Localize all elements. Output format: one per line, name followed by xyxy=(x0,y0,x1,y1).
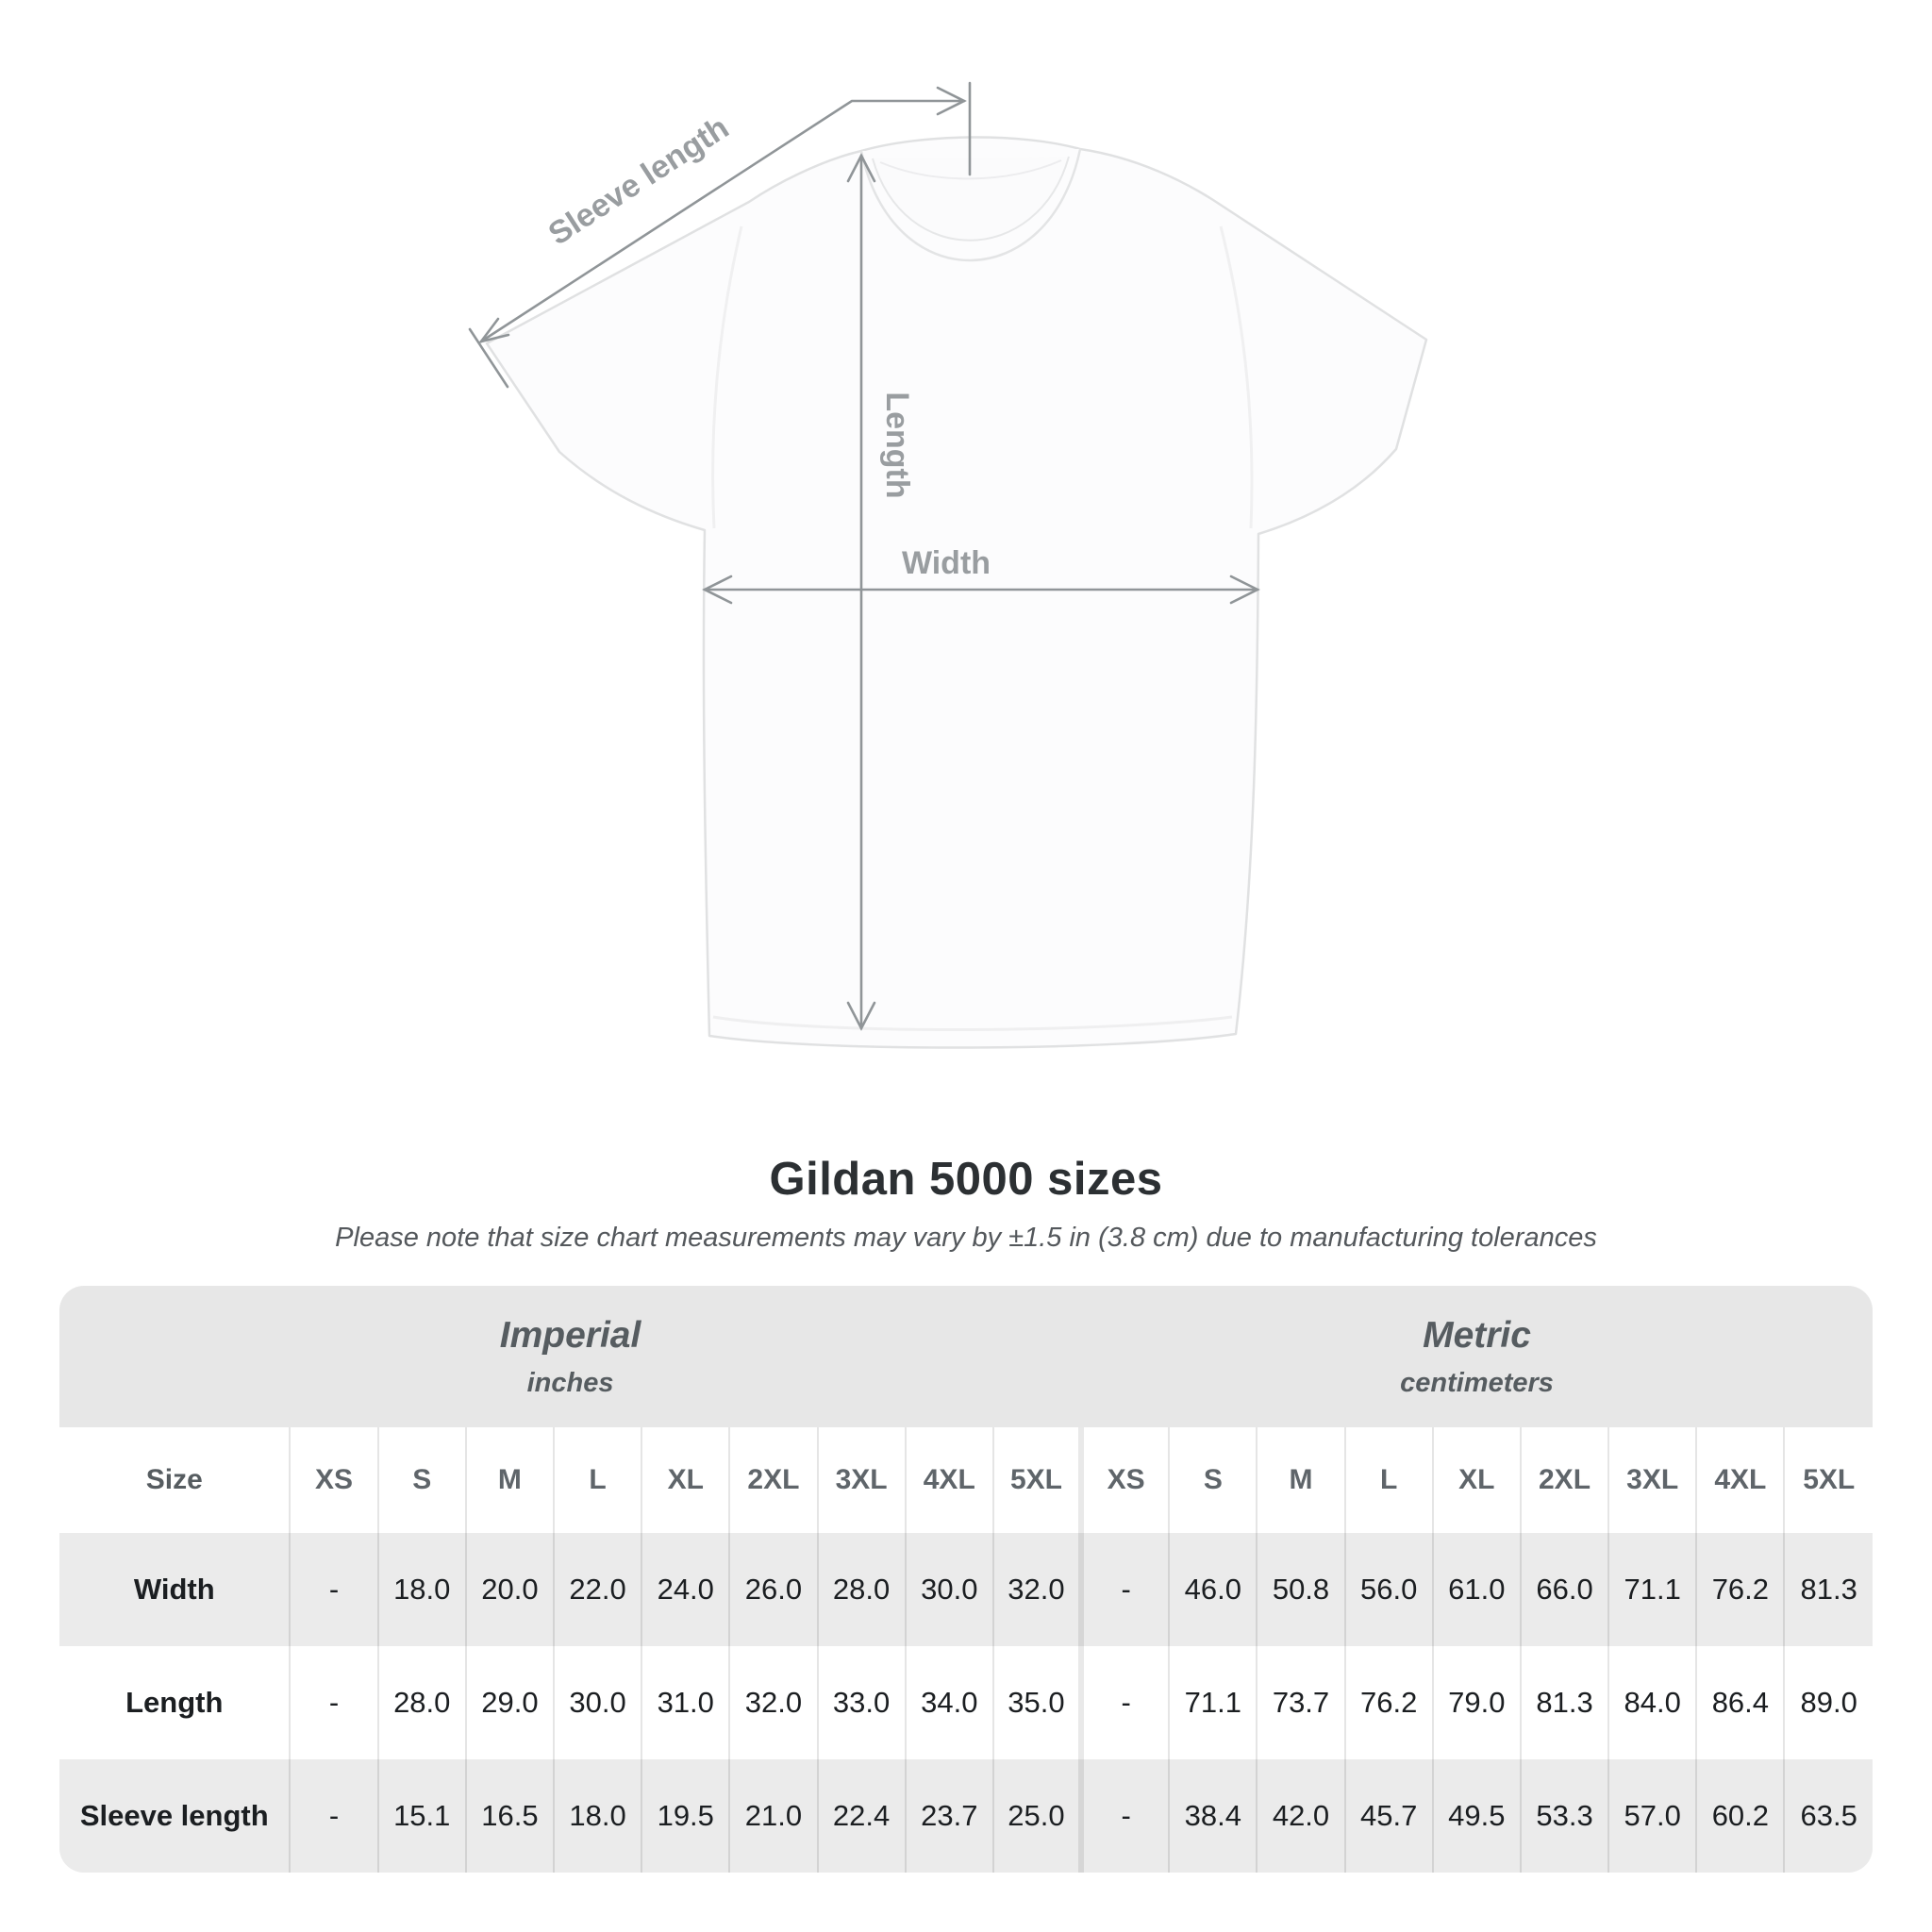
size-cell: XL xyxy=(641,1427,729,1533)
value-cell: 20.0 xyxy=(466,1533,554,1646)
imperial-group-header xyxy=(59,1286,1081,1427)
value-cell: 23.7 xyxy=(906,1759,993,1873)
value-cell: 45.7 xyxy=(1345,1759,1433,1873)
metric-group-header xyxy=(1081,1286,1873,1427)
value-cell: 38.4 xyxy=(1169,1759,1257,1873)
row-label: Sleeve length xyxy=(59,1759,290,1873)
value-cell: 56.0 xyxy=(1345,1533,1433,1646)
value-cell: 18.0 xyxy=(378,1533,466,1646)
value-cell: 22.4 xyxy=(818,1759,906,1873)
page-subtitle: Please note that size chart measurements may vary by ±1.5 in (3.8 cm) due to manufacturing tolerances xyxy=(335,1223,1597,1253)
value-cell: 31.0 xyxy=(641,1646,729,1759)
value-cell: - xyxy=(290,1646,377,1759)
value-cell: 50.8 xyxy=(1257,1533,1344,1646)
value-cell: 22.0 xyxy=(554,1533,641,1646)
value-cell: 34.0 xyxy=(906,1646,993,1759)
value-cell: 16.5 xyxy=(466,1759,554,1873)
value-cell: - xyxy=(1081,1646,1169,1759)
value-cell: 21.0 xyxy=(729,1759,817,1873)
size-cell: S xyxy=(1169,1427,1257,1533)
value-cell: 79.0 xyxy=(1433,1646,1521,1759)
value-cell: 76.2 xyxy=(1345,1646,1433,1759)
value-cell: 89.0 xyxy=(1784,1646,1873,1759)
value-cell: - xyxy=(1081,1759,1169,1873)
value-cell: 33.0 xyxy=(818,1646,906,1759)
size-header-row xyxy=(59,1427,1873,1533)
tshirt-silhouette xyxy=(487,137,1426,1047)
value-cell: 28.0 xyxy=(378,1646,466,1759)
row-label: Length xyxy=(59,1646,290,1759)
size-cell: S xyxy=(378,1427,466,1533)
value-cell: 28.0 xyxy=(818,1533,906,1646)
value-cell: 29.0 xyxy=(466,1646,554,1759)
length-label: Length xyxy=(879,391,915,499)
size-cell: XL xyxy=(1433,1427,1521,1533)
size-cell: 5XL xyxy=(993,1427,1081,1533)
size-cell: XS xyxy=(1081,1427,1169,1533)
value-cell: - xyxy=(1081,1533,1169,1646)
value-cell: 18.0 xyxy=(554,1759,641,1873)
imperial-label: Imperial xyxy=(499,1315,641,1356)
value-cell: 49.5 xyxy=(1433,1759,1521,1873)
value-cell: 30.0 xyxy=(906,1533,993,1646)
length-row xyxy=(59,1646,1873,1759)
size-cell: L xyxy=(554,1427,641,1533)
value-cell: 32.0 xyxy=(729,1646,817,1759)
size-cell: 3XL xyxy=(818,1427,906,1533)
value-cell: 71.1 xyxy=(1608,1533,1696,1646)
size-cell: 4XL xyxy=(1696,1427,1784,1533)
page-title: Gildan 5000 sizes xyxy=(769,1154,1163,1205)
value-cell: 63.5 xyxy=(1784,1759,1873,1873)
value-cell: 25.0 xyxy=(993,1759,1081,1873)
value-cell: 86.4 xyxy=(1696,1646,1784,1759)
row-label: Width xyxy=(59,1533,290,1646)
value-cell: 71.1 xyxy=(1169,1646,1257,1759)
size-cell: 2XL xyxy=(729,1427,817,1533)
value-cell: 15.1 xyxy=(378,1759,466,1873)
size-cell: 3XL xyxy=(1608,1427,1696,1533)
size-cell: XS xyxy=(290,1427,377,1533)
value-cell: 32.0 xyxy=(993,1533,1081,1646)
value-cell: 42.0 xyxy=(1257,1759,1344,1873)
width-label: Width xyxy=(901,545,991,581)
metric-label: Metric xyxy=(1423,1315,1531,1356)
size-column-header: Size xyxy=(59,1427,290,1533)
value-cell: 19.5 xyxy=(641,1759,729,1873)
value-cell: 76.2 xyxy=(1696,1533,1784,1646)
size-cell: L xyxy=(1345,1427,1433,1533)
size-chart xyxy=(59,1286,1873,1873)
value-cell: 46.0 xyxy=(1169,1533,1257,1646)
value-cell: 26.0 xyxy=(729,1533,817,1646)
value-cell: 57.0 xyxy=(1608,1759,1696,1873)
value-cell: 35.0 xyxy=(993,1646,1081,1759)
value-cell: 61.0 xyxy=(1433,1533,1521,1646)
size-cell: 2XL xyxy=(1521,1427,1608,1533)
value-cell: - xyxy=(290,1759,377,1873)
value-cell: 81.3 xyxy=(1784,1533,1873,1646)
imperial-sublabel: inches xyxy=(526,1368,614,1398)
value-cell: 66.0 xyxy=(1521,1533,1608,1646)
size-cell: M xyxy=(466,1427,554,1533)
value-cell: 81.3 xyxy=(1521,1646,1608,1759)
metric-sublabel: centimeters xyxy=(1400,1368,1554,1398)
value-cell: 24.0 xyxy=(641,1533,729,1646)
unit-header-row xyxy=(59,1286,1873,1427)
width-row xyxy=(59,1533,1873,1646)
sleeve-length-label: Sleeve length xyxy=(541,109,736,253)
size-cell: 5XL xyxy=(1784,1427,1873,1533)
value-cell: 60.2 xyxy=(1696,1759,1784,1873)
value-cell: - xyxy=(290,1533,377,1646)
sleeve-length-row xyxy=(59,1759,1873,1873)
size-cell: M xyxy=(1257,1427,1344,1533)
value-cell: 73.7 xyxy=(1257,1646,1344,1759)
value-cell: 53.3 xyxy=(1521,1759,1608,1873)
size-cell: 4XL xyxy=(906,1427,993,1533)
value-cell: 30.0 xyxy=(554,1646,641,1759)
value-cell: 84.0 xyxy=(1608,1646,1696,1759)
size-chart-table xyxy=(59,1286,1873,1873)
